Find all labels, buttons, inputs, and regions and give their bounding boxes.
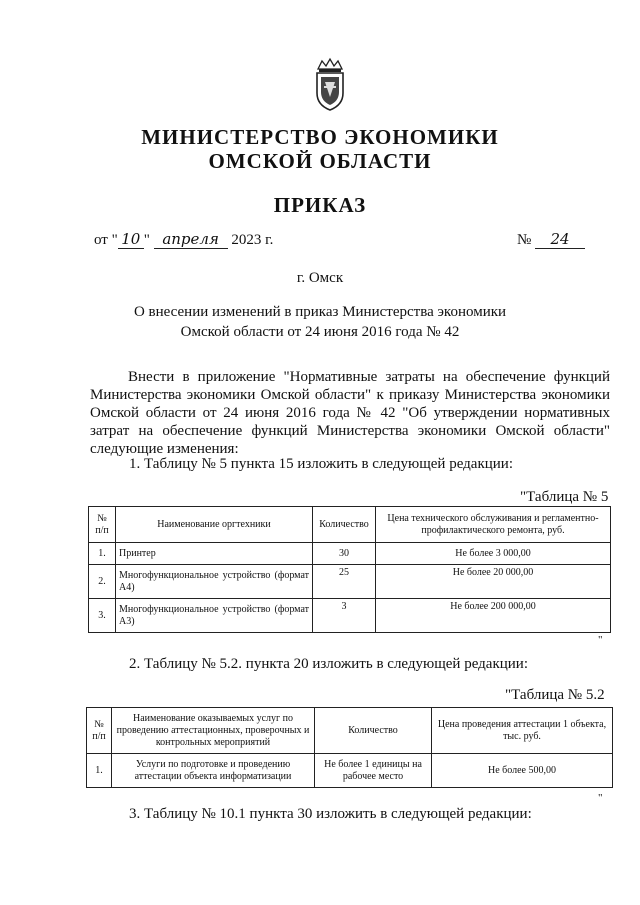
omsk-coat-of-arms-icon — [313, 57, 347, 111]
table-cell: 1. — [87, 754, 112, 788]
table5-close-quote: " — [598, 634, 603, 646]
date-prefix: от " — [94, 232, 118, 248]
table-cell: Услуги по подготовке и проведению аттестации объекта информатизации — [112, 754, 315, 788]
date-month: апреля — [154, 230, 228, 249]
table-cell: 1. — [89, 543, 116, 565]
table-row — [89, 543, 611, 565]
table-header-cell: Цена технического обслуживания и регламентно-профилактического ремонта, руб. — [376, 507, 611, 543]
table52-close-quote: " — [598, 792, 603, 804]
table-header-cell: Количество — [315, 708, 432, 754]
intro-text: Внести в приложение "Нормативные затраты на обеспечение функций Министерства экономики Омской области" к приказу Министерства экономики Омской области от 24 июня 2016 года № 42 "Об утверждении нормативных затрат на обеспечение функций Министерства экономики Омской области" следующие изменения: — [90, 369, 610, 457]
table-cell: 3 — [313, 599, 376, 633]
table-cell: Многофункциональное устройство (формат А4) — [116, 565, 313, 599]
document-type: ПРИКАЗ — [273, 193, 367, 217]
table-header-cell: № п/п — [87, 708, 112, 754]
table-cell: Многофункциональное устройство (формат А3) — [116, 599, 313, 633]
city: г. Омск — [296, 270, 344, 286]
table-cell: 25 — [313, 565, 376, 599]
item-2: 2. Таблицу № 5.2. пункта 20 изложить в следующей редакции: — [129, 656, 528, 672]
table-header-cell: Количество — [313, 507, 376, 543]
table-header-cell: Наименование оргтехники — [116, 507, 313, 543]
table-cell: 30 — [313, 543, 376, 565]
table-header-row — [89, 507, 611, 543]
order-number — [517, 230, 585, 249]
item-3: 3. Таблицу № 10.1 пункта 30 изложить в следующей редакции: — [129, 806, 532, 822]
date-mid-quote: " — [143, 232, 150, 248]
table52-caption: "Таблица № 5.2 — [505, 687, 605, 703]
table-cell: Не более 1 единицы на рабочее место — [315, 754, 432, 788]
table-cell: Не более 3 000,00 — [376, 543, 611, 565]
order-date — [94, 230, 273, 249]
date-year: 2023 г. — [231, 232, 274, 248]
table-cell: Не более 20 000,00 — [376, 565, 611, 599]
table-row — [89, 599, 611, 633]
table-header-cell: № п/п — [89, 507, 116, 543]
table5-caption: "Таблица № 5 — [520, 489, 609, 505]
number-label: № — [517, 232, 532, 248]
table-cell: 3. — [89, 599, 116, 633]
table-header-row — [87, 708, 613, 754]
table-5 — [88, 506, 611, 633]
table-row — [87, 754, 613, 788]
item-1: 1. Таблицу № 5 пункта 15 изложить в следующей редакции: — [129, 456, 513, 472]
date-day: 10 — [118, 230, 144, 249]
order-subject: О внесении изменений в приказ Министерства экономики Омской области от 24 июня 2016 года № 42 — [133, 304, 507, 340]
ministry-name-line1: МИНИСТЕРСТВО ЭКОНОМИКИ — [141, 125, 499, 149]
table-5-2 — [86, 707, 613, 788]
intro-paragraph — [90, 368, 610, 458]
table-header-cell: Наименование оказываемых услуг по проведению аттестационных, проверочных и контрольных мероприятий — [112, 708, 315, 754]
number-value: 24 — [535, 230, 585, 249]
table-row — [89, 565, 611, 599]
table-cell: Не более 200 000,00 — [376, 599, 611, 633]
table-cell: Не более 500,00 — [432, 754, 613, 788]
table-cell: Принтер — [116, 543, 313, 565]
ministry-name-line2: ОМСКОЙ ОБЛАСТИ — [208, 149, 432, 173]
table-cell: 2. — [89, 565, 116, 599]
table-header-cell: Цена проведения аттестации 1 объекта, тыс. руб. — [432, 708, 613, 754]
